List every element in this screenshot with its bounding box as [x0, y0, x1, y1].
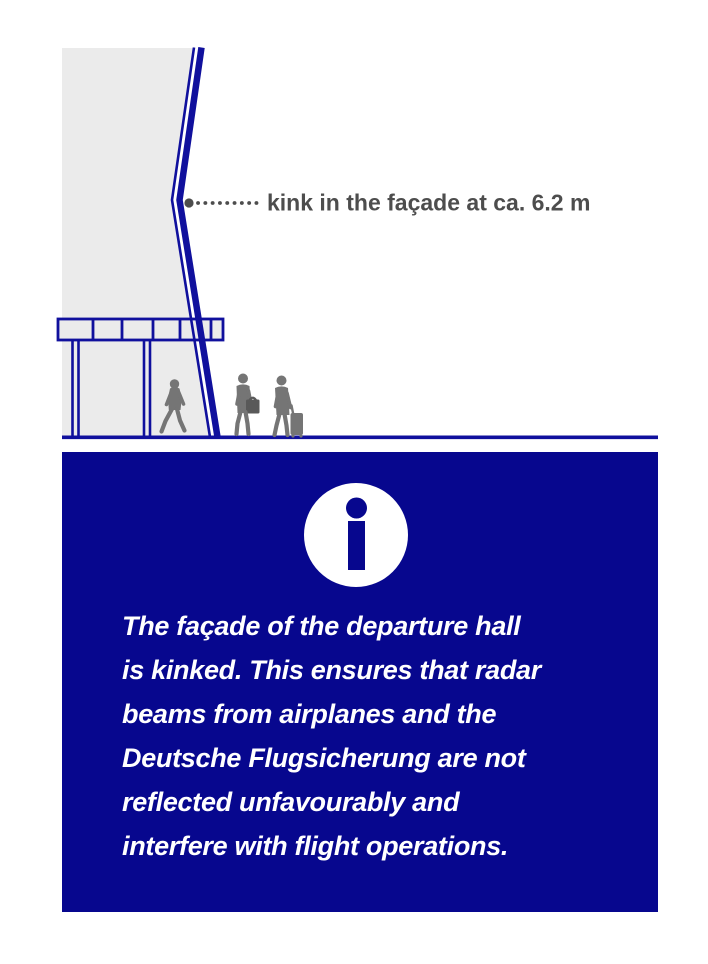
facade-diagram [0, 0, 708, 450]
info-box [62, 452, 658, 912]
briefcase [246, 400, 260, 414]
person-arm [276, 393, 279, 407]
info-text-line: Deutsche Flugsicherung are not [122, 743, 526, 773]
kink-marker-dot [184, 198, 193, 207]
info-text-line: beams from airplanes and the [122, 699, 497, 729]
info-text [122, 604, 642, 868]
info-icon [304, 483, 408, 587]
person-leg [275, 414, 280, 435]
suitcase-wheel [291, 434, 294, 437]
person-leg [285, 414, 288, 435]
pedestrian-man-with-bag [237, 374, 260, 435]
info-text-line: interfere with flight operations. [122, 831, 509, 861]
info-icon-stem [348, 521, 365, 570]
person-leg [246, 412, 249, 434]
person-head [277, 376, 287, 386]
suitcase [291, 413, 304, 435]
person-leg [237, 412, 241, 434]
person-head [238, 374, 248, 384]
kink-label: kink in the façade at ca. 6.2 m [267, 189, 591, 216]
suitcase-handle [292, 406, 294, 414]
pedestrian-man-with-suitcase [275, 376, 304, 438]
info-text-line: is kinked. This ensures that radar [122, 655, 541, 685]
info-text-line: reflected unfavourably and [122, 787, 460, 817]
suitcase-wheel [299, 434, 302, 437]
person-arm [237, 391, 240, 404]
info-text-line: The façade of the departure hall [122, 611, 521, 641]
info-icon-dot [346, 498, 367, 519]
